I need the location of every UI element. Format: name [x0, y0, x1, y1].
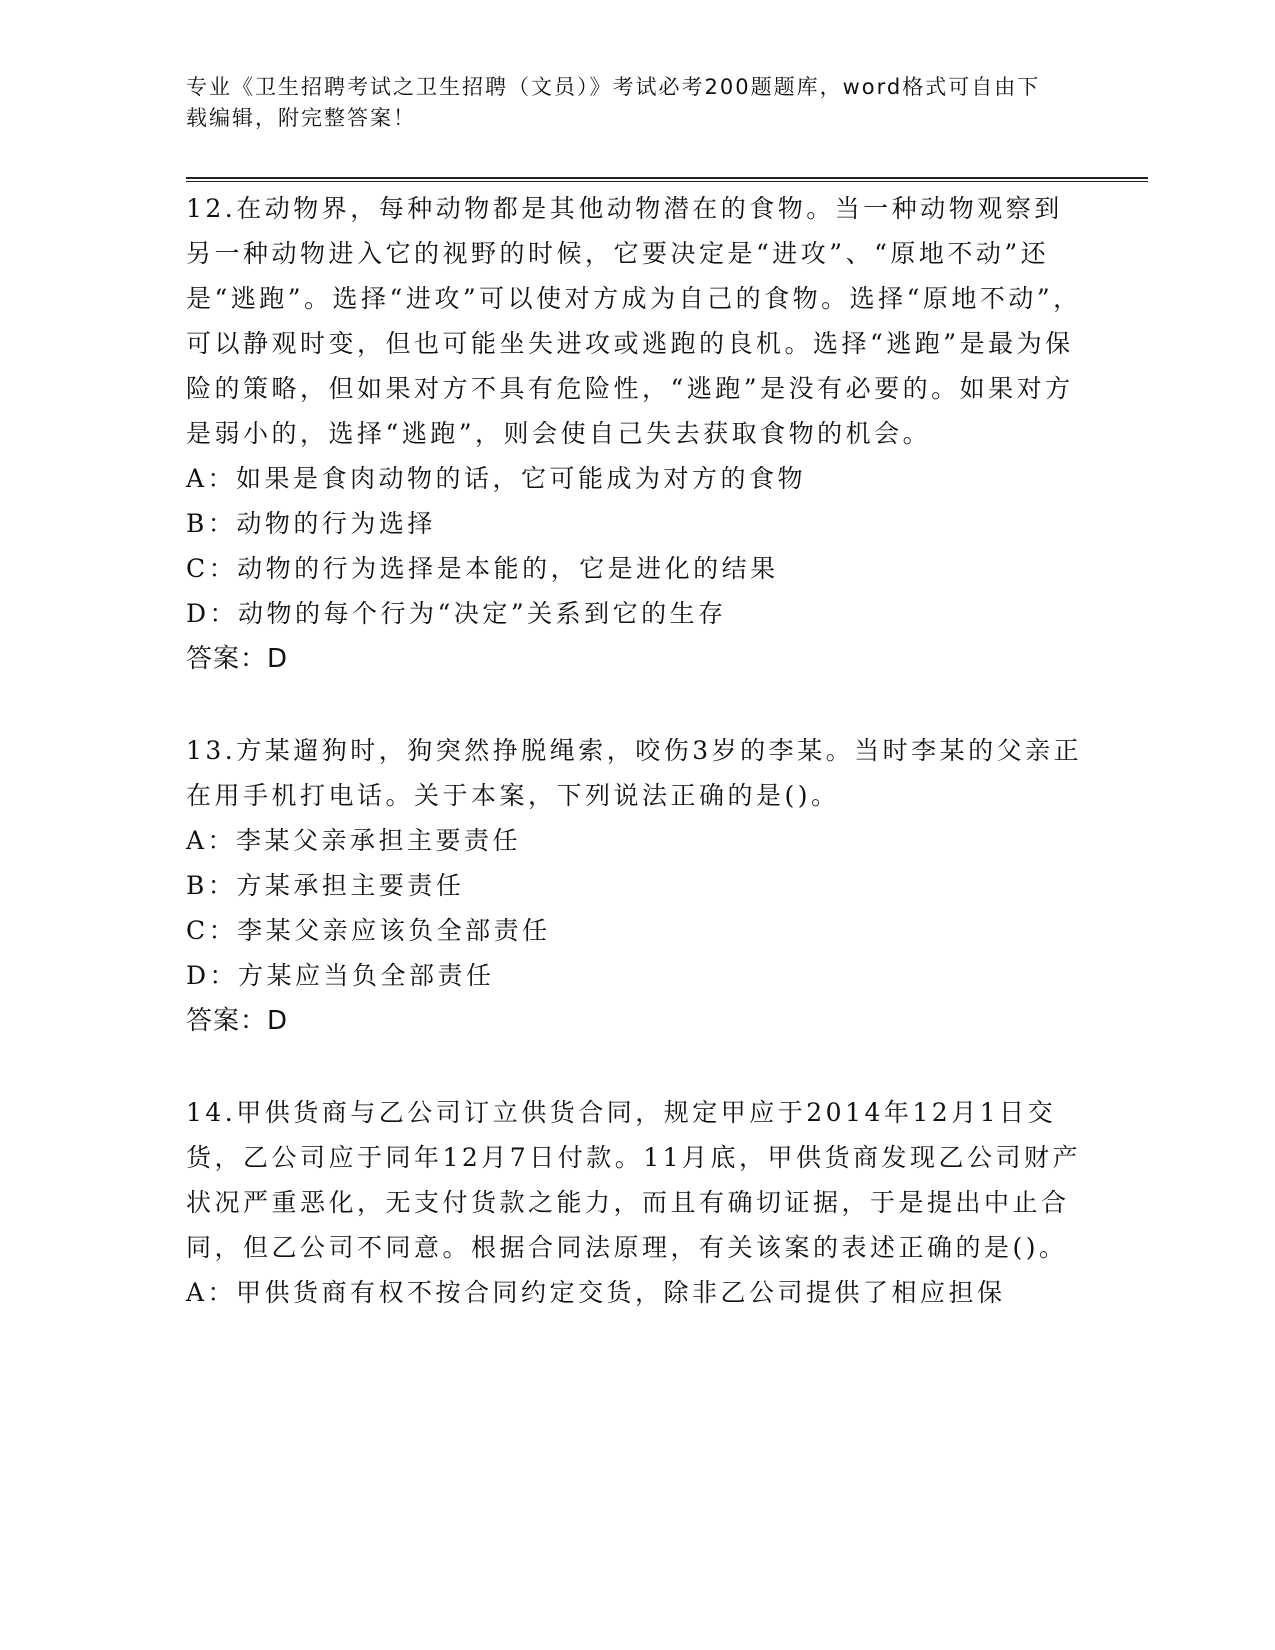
- document-body: [186, 186, 1086, 1361]
- option-a: A：李某父亲承担主要责任: [186, 826, 522, 855]
- document-header: 专业《卫生招聘考试之卫生招聘（文员）》考试必考200题题库，word格式可自由下载编辑，附完整答案！: [186, 75, 1041, 130]
- answer-line: 答案：D: [186, 644, 289, 674]
- question-13: [186, 728, 1086, 1044]
- option-c: C：动物的行为选择是本能的，它是进化的结果: [186, 554, 779, 583]
- header-divider: [186, 177, 1148, 182]
- option-d: D：动物的每个行为“决定”关系到它的生存: [186, 599, 727, 628]
- option-a: A：如果是食肉动物的话，它可能成为对方的食物: [186, 464, 807, 493]
- option-d: D：方某应当负全部责任: [186, 961, 495, 990]
- option-a: A：甲供货商有权不按合同约定交货，除非乙公司提供了相应担保: [186, 1278, 1006, 1307]
- option-b: B：方某承担主要责任: [186, 871, 465, 900]
- question-12: [186, 186, 1086, 682]
- option-b: B：动物的行为选择: [186, 509, 436, 538]
- question-stem: 13.方某遛狗时，狗突然挣脱绳索，咬伤3岁的李某。当时李某的父亲正在用手机打电话。关于本案，下列说法正确的是()。: [186, 736, 1083, 810]
- option-c: C：李某父亲应该负全部责任: [186, 916, 551, 945]
- question-14: [186, 1090, 1086, 1315]
- question-stem: 14.甲供货商与乙公司订立供货合同，规定甲应于2014年12月1日交货，乙公司应于同年12月7日付款。11月底，甲供货商发现乙公司财产状况严重恶化，无支付货款之能力，而且有确切证据，于是提出中止合同，但乙公司不同意。根据合同法原理，有关该案的表述正确的是()。: [186, 1098, 1082, 1262]
- question-stem: 12.在动物界，每种动物都是其他动物潜在的食物。当一种动物观察到另一种动物进入它的视野的时候，它要决定是“进攻”、“原地不动”还是“逃跑”。选择“进攻”可以使对方成为自己的食物。选择“原地不动”，可以静观时变，但也可能坐失进攻或逃跑的良机。选择“逃跑”是最为保险的策略，但如果对方不具有危险性，“逃跑”是没有必要的。如果对方是弱小的，选择“逃跑”，则会使自己失去获取食物的机会。: [186, 194, 1082, 448]
- answer-line: 答案：D: [186, 1006, 289, 1036]
